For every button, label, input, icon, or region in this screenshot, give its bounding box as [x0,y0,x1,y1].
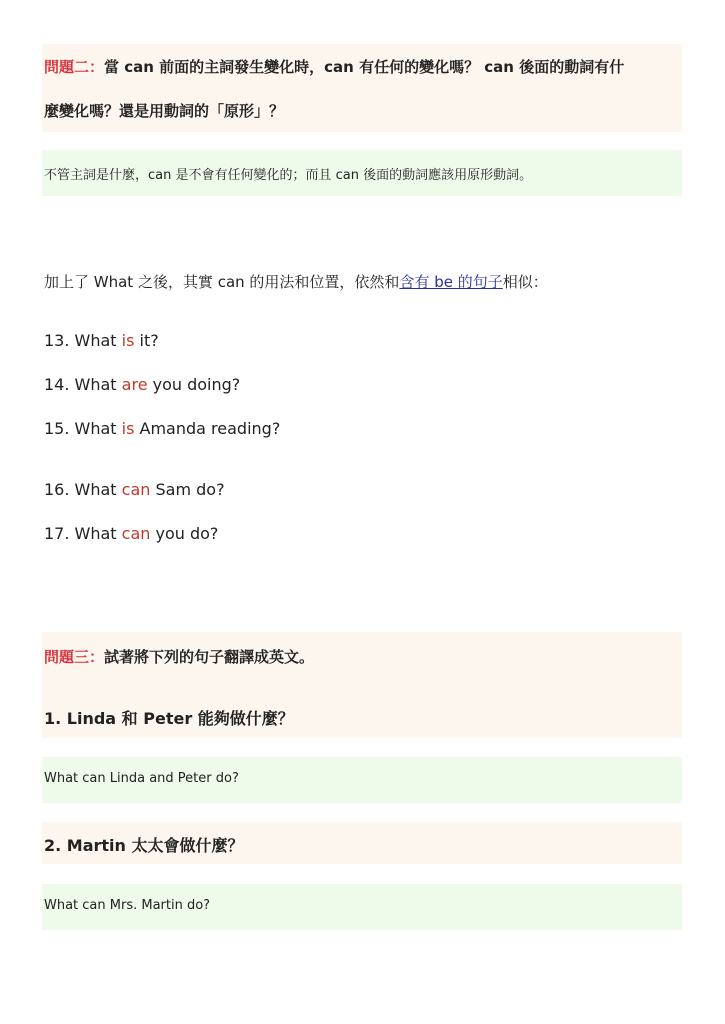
example-14 [44,375,240,394]
example-17 [44,524,218,543]
intro-after: 相似： [502,273,548,291]
q3-text: 試著將下列的句子翻譯成英文。 [104,648,315,666]
q3-item-1-question: 1. Linda 和 Peter 能夠做什麼？ [44,709,294,728]
example-text: 16. What [44,480,122,499]
example-text: 15. What [44,419,122,438]
q3-item-1-answer: What can Linda and Peter do? [44,771,239,786]
example-16 [44,480,225,499]
example-verb: is [121,331,135,350]
q2-text-line2: 麼變化嗎？還是用動詞的「原形」？ [44,102,285,120]
example-text: Sam do? [150,480,225,499]
q2-text-line1: 當 can 前面的主詞發生變化時，can 有任何的變化嗎？ can 後面的動詞有什 [104,58,625,76]
q3-heading [44,646,314,667]
example-text: it? [134,331,159,350]
q3-item-2-question: 2. Martin 太太會做什麼？ [44,836,244,855]
be-sentence-link[interactable]: 含有 be 的句子 [399,273,503,291]
q2-label: 問題二： [44,58,105,76]
example-verb: is [121,419,135,438]
example-text: Amanda reading? [134,419,281,438]
example-text: 13. What [44,331,122,350]
example-13 [44,331,159,350]
example-text: 14. What [44,375,122,394]
intro-before: 加上了 What 之後，其實 can 的用法和位置，依然和 [44,273,400,291]
q2-line2 [44,100,284,121]
example-verb: can [121,480,151,499]
q3-item-2-answer: What can Mrs. Martin do? [44,898,211,913]
example-verb: are [121,375,148,394]
example-15 [44,419,280,438]
q2-line1 [44,56,624,77]
example-verb: can [121,524,151,543]
example-text: 17. What [44,524,122,543]
q3-label: 問題三： [44,648,105,666]
example-text: you do? [150,524,219,543]
example-text: you doing? [147,375,241,394]
intro-sentence [44,271,548,292]
q2-answer: 不管主詞是什麼，can 是不會有任何變化的；而且 can 後面的動詞應該用原形動詞。 [44,168,533,183]
